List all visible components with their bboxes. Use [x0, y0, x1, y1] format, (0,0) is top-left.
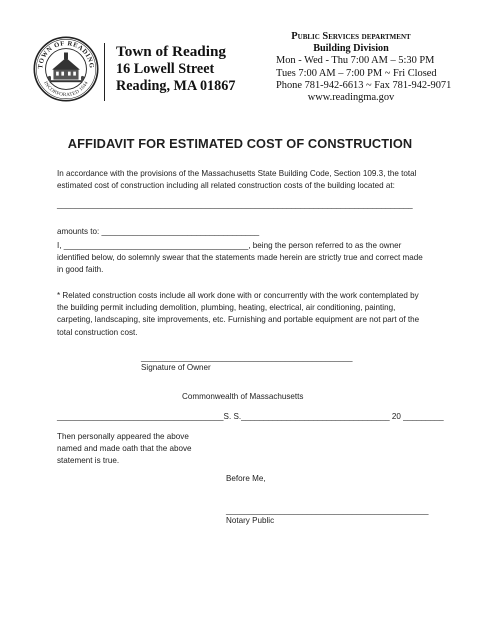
signature-label: Signature of Owner [141, 363, 211, 372]
notary-line[interactable]: _____________________________________________ [226, 506, 429, 515]
seal-text-bottom: INCORPORATED 1644 [42, 80, 90, 99]
before-me-label: Before Me, [226, 474, 266, 483]
location-blank-line[interactable]: _______________________________________________________________________________ [57, 200, 413, 209]
website-link[interactable]: www.readingma.gov [307, 92, 395, 104]
form-title: AFFIDAVIT FOR ESTIMATED COST OF CONSTRUCTION [67, 136, 413, 151]
town-address-street: 16 Lowell Street [116, 60, 215, 77]
header-divider [104, 43, 105, 101]
town-header [116, 43, 235, 96]
owner-statement: I, _________________________________________, being the person referred to as the owner identified below, do solemnly swear that the statements made herein are strictly true and correct made in good faith. [57, 241, 423, 275]
department-name: Public Services department [291, 31, 411, 42]
notary-label: Notary Public [226, 516, 275, 525]
phone-fax: Phone 781-942-6613 ~ Fax 781-942-9071 [276, 79, 452, 91]
appeared-statement: Then personally appeared the above named and made oath that the above statement is true. [57, 432, 192, 466]
amount-line[interactable]: amounts to: ___________________________________ [57, 227, 260, 236]
related-costs-note: * Related construction costs include all work done with or concurrently with the work contemplated by the building permit including demolition, plumbing, heating, electrical, air conditioning, painting, carpeting, landscaping, site improvements, etc. Furnishing and portable equipment are not part of the total construction cost. [57, 291, 420, 337]
signature-line[interactable]: _______________________________________________ [141, 353, 353, 362]
commonwealth-label: Commonwealth of Massachusetts [182, 392, 304, 401]
seal-text-top: TOWN OF READING [37, 40, 95, 70]
town-address-city: Reading, MA 01867 [116, 78, 236, 94]
intro-paragraph: In accordance with the provisions of the Massachusetts State Building Code, Section 109.3, the total estimated cost of construction including all related construction costs of the building located at: [57, 169, 417, 191]
department-info [276, 31, 452, 104]
town-seal-logo [33, 36, 99, 102]
hours-line-1: Mon - Wed - Thu 7:00 AM – 5:30 PM [276, 55, 435, 67]
town-name: Town of Reading [116, 43, 226, 60]
hours-line-2: Tues 7:00 AM – 7:00 PM ~ Fri Closed [276, 67, 437, 79]
ss-line[interactable]: _____________________________________S. S._________________________________ 20 _________ [57, 412, 444, 421]
division-name: Building Division [313, 43, 389, 55]
